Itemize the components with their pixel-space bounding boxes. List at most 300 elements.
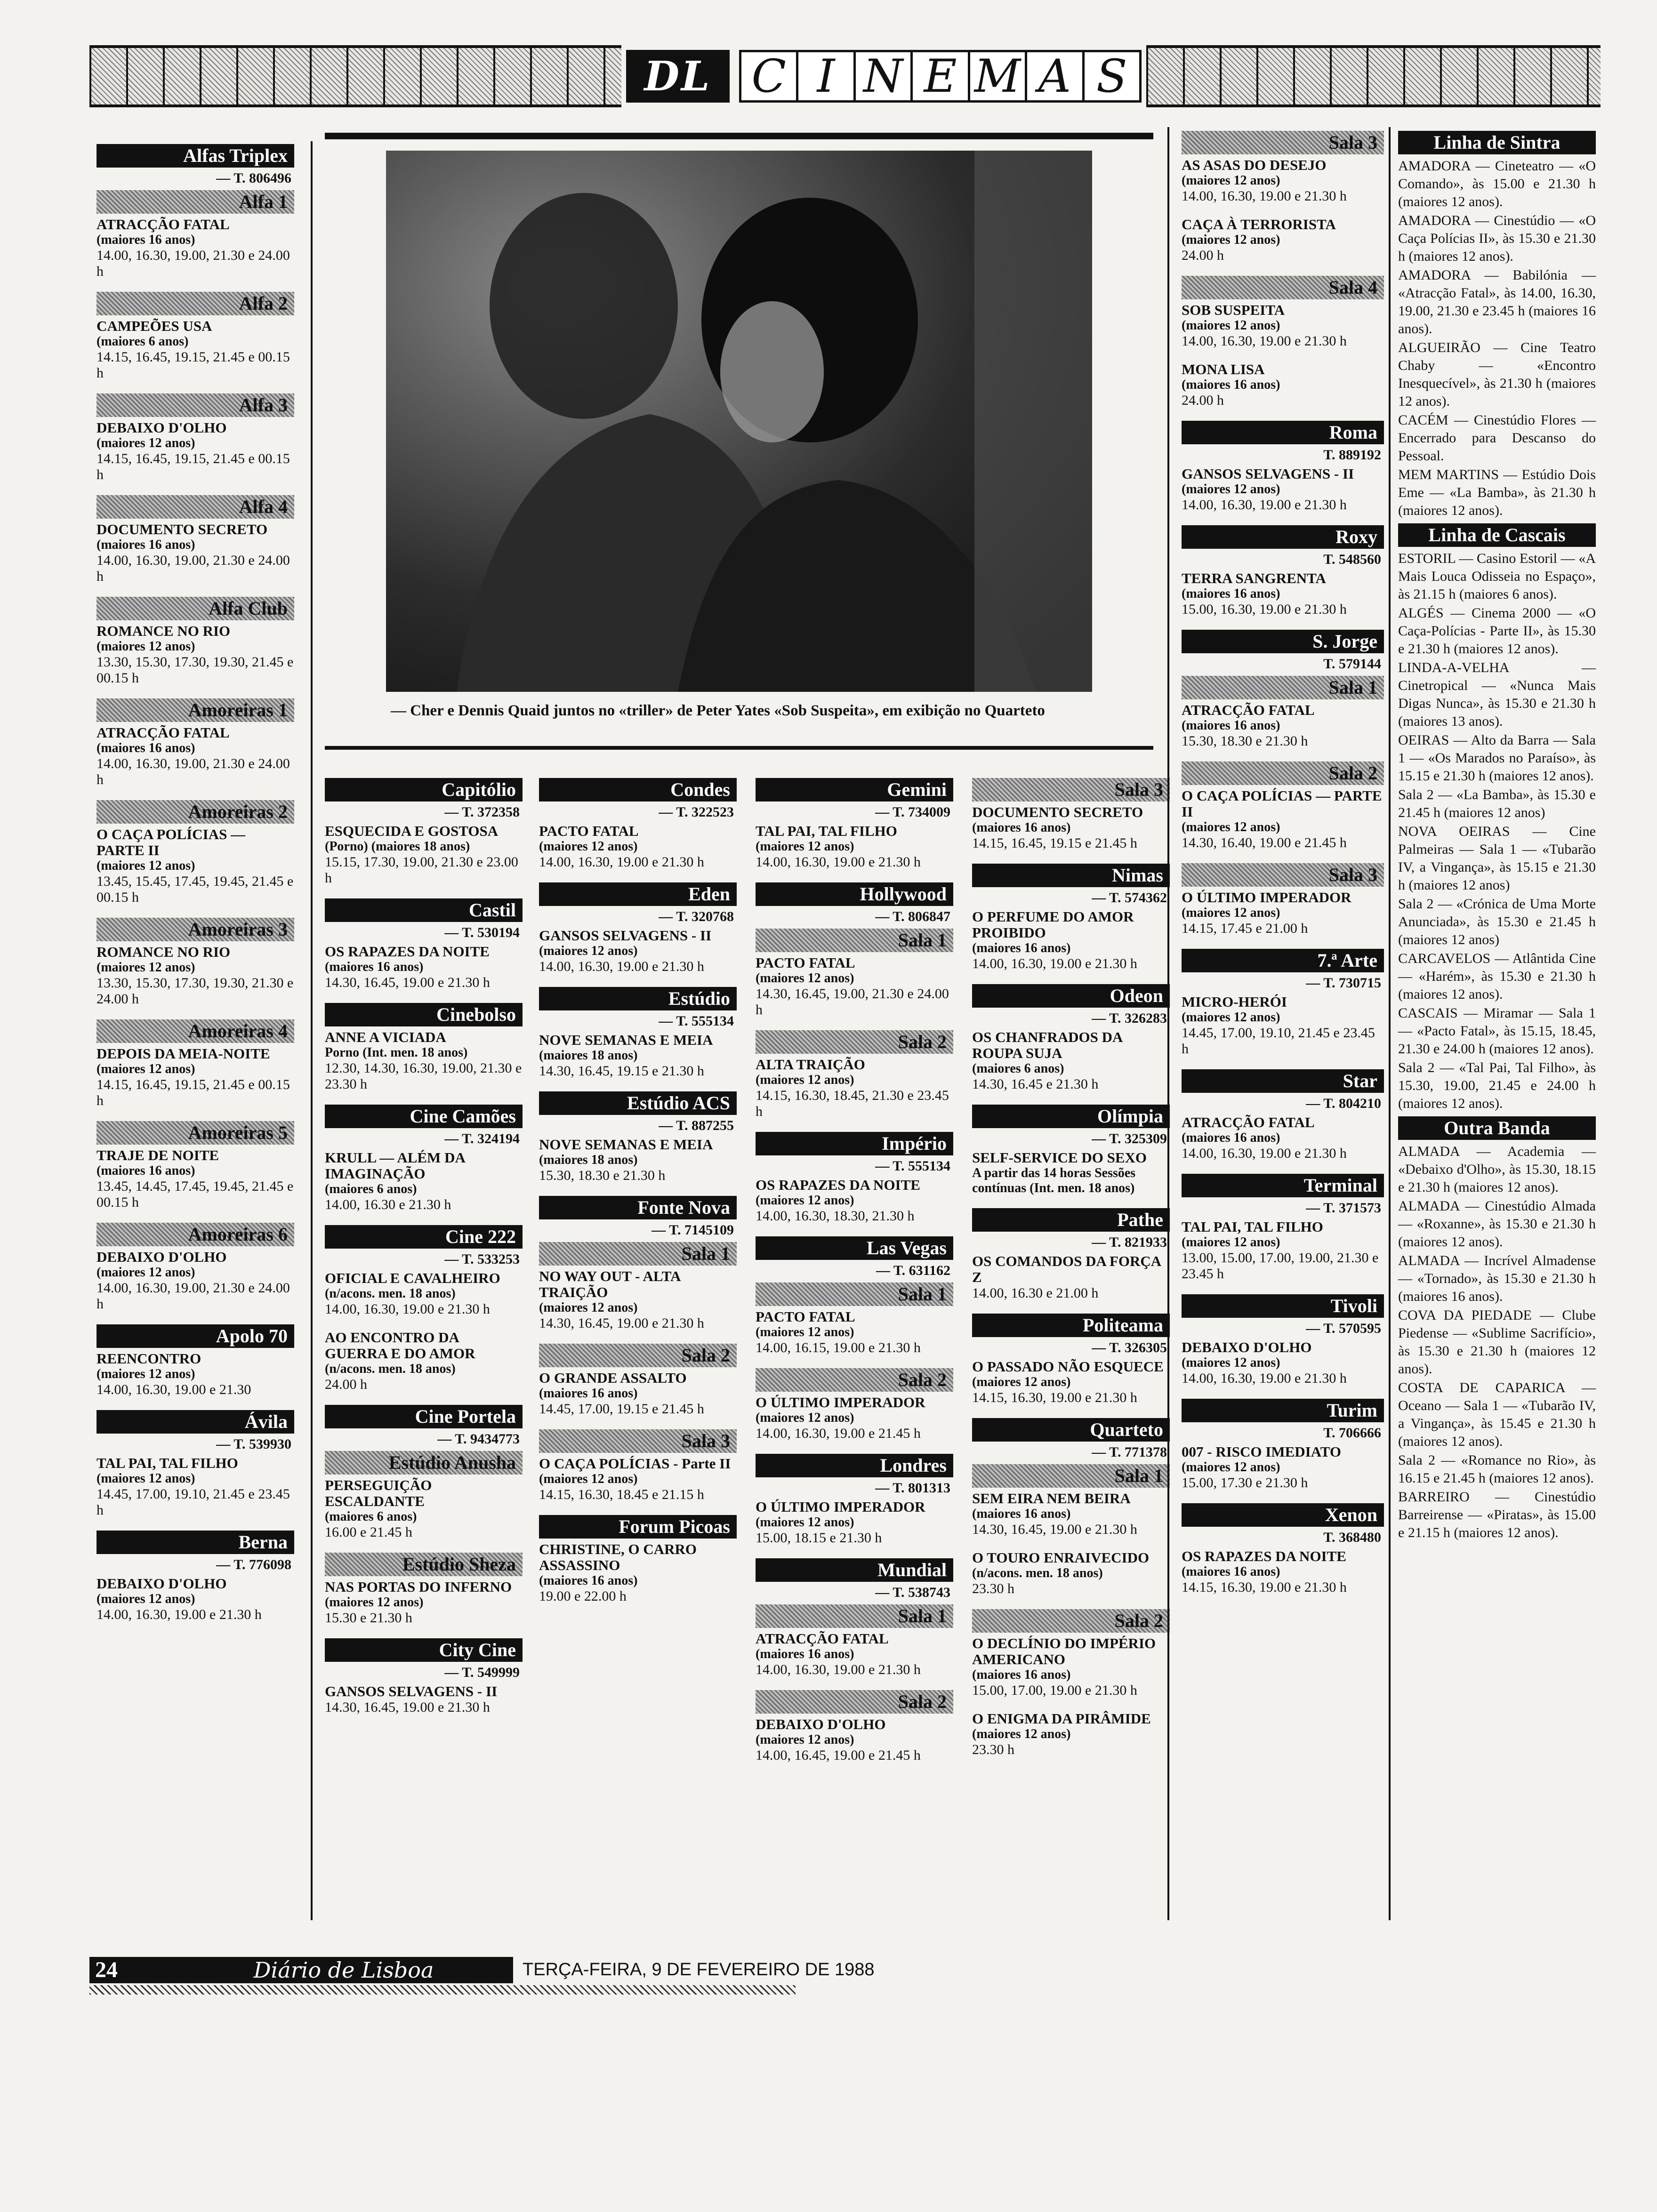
- film-rating: (maiores 12 anos): [97, 1062, 195, 1076]
- film-title: ROMANCE NO RIO: [97, 944, 231, 960]
- film-title: GANSOS SELVAGENS - II: [539, 927, 712, 944]
- regional-listing: CARCAVELOS — Atlântida Cine — «Harém», às 15.30 e 21.30 h (maiores 12 anos).: [1398, 951, 1596, 1002]
- film-rating: (maiores 12 anos): [756, 1411, 854, 1425]
- film-title: O PERFUME DO AMOR PROIBIDO: [972, 908, 1134, 941]
- film-rating: (n/acons. men. 18 anos): [972, 1566, 1103, 1580]
- film-showtimes: 14.00, 16.30, 18.30, 21.30 h: [756, 1208, 915, 1224]
- cinema-header: Alfa 3: [97, 393, 294, 417]
- film-rating: (maiores 16 anos): [1182, 1564, 1280, 1579]
- film-title: SELF-SERVICE DO SEXO: [972, 1149, 1147, 1166]
- film-showtimes: 14.00, 16.30, 19.00 e 21.30 h: [1182, 333, 1347, 349]
- cinema-telephone: — T. 730715: [1306, 975, 1381, 991]
- cinema-header: S. Jorge: [1182, 630, 1384, 653]
- film-showtimes: 14.30, 16.40, 19.00 e 21.45 h: [1182, 835, 1347, 850]
- title-letter: A: [1025, 50, 1084, 103]
- film-showtimes: 14.15, 16.30, 18.45 e 21.15 h: [539, 1487, 704, 1502]
- issue-date: TERÇA-FEIRA, 9 DE FEVEREIRO DE 1988: [523, 1960, 875, 1980]
- cinema-header: Xenon: [1182, 1503, 1384, 1527]
- film-listing: [756, 1499, 953, 1546]
- film-rating: A partir das 14 horas Sessões contínuas (Int. men. 18 anos): [972, 1166, 1136, 1195]
- cinema-header: Capitólio: [325, 778, 523, 801]
- regional-listing: ALMADA — Academia — «Debaixo d'Olho», às 15.30, 18.15 e 21.30 h (maiores 12 anos).: [1398, 1144, 1596, 1195]
- cinema-header: Sala 2: [756, 1368, 953, 1392]
- regional-listing: ALGUEIRÃO — Cine Teatro Chaby — «Encontro Inesquecível», às 21.30 h (maiores 12 anos).: [1398, 340, 1596, 409]
- film-listing: [97, 216, 294, 280]
- film-rating: (maiores 12 anos): [325, 1595, 424, 1610]
- film-showtimes: 14.30, 16.45, 19.00 e 21.30 h: [539, 1315, 704, 1331]
- film-rating: (maiores 12 anos): [756, 839, 854, 854]
- cinema-header: Berna: [97, 1531, 294, 1554]
- film-listing: [97, 1576, 294, 1623]
- cinema-telephone: — T. 320768: [659, 909, 734, 924]
- film-showtimes: 16.00 e 21.45 h: [325, 1524, 412, 1540]
- title-letter: E: [910, 50, 970, 103]
- film-showtimes: 14.15, 16.30, 18.45, 21.30 e 23.45 h: [756, 1088, 949, 1119]
- regional-listing: ALMADA — Cinestúdio Almada — «Roxanne», às 15.30 e 21.30 h (maiores 12 anos).: [1398, 1198, 1596, 1250]
- cinema-telephone: — T. 887255: [659, 1118, 734, 1133]
- cinema-telephone: — T. 734009: [875, 804, 950, 820]
- film-rating: (maiores 16 anos): [1182, 377, 1280, 392]
- caption-rule: [325, 746, 1153, 750]
- cinema-header: Estúdio Anusha: [325, 1451, 523, 1475]
- film-showtimes: 15.00, 18.15 e 21.30 h: [756, 1530, 882, 1546]
- cinema-header: Sala 3: [972, 778, 1170, 801]
- film-showtimes: 14.00, 16.30, 19.00 e 21.30 h: [1182, 188, 1347, 204]
- film-listing: [97, 521, 294, 585]
- film-rating: (maiores 16 anos): [972, 1667, 1071, 1682]
- cinema-telephone: — T. 771378: [1092, 1444, 1167, 1460]
- film-showtimes: 14.00, 16.30, 19.00 e 21.45 h: [756, 1426, 921, 1441]
- cinema-header: Sala 4: [1182, 276, 1384, 299]
- film-listing: [539, 1456, 737, 1503]
- film-listing: [1182, 1339, 1384, 1387]
- cinema-telephone: — T. 7145109: [652, 1222, 734, 1238]
- regional-listing: ALMADA — Incrível Almadense — «Tornado», às 15.30 e 21.30 h (maiores 16 anos).: [1398, 1253, 1596, 1304]
- film-rating: (maiores 12 anos): [97, 1367, 195, 1381]
- film-title: O CAÇA POLÍCIAS — PARTE II: [97, 826, 246, 858]
- film-rating: (maiores 16 anos): [325, 960, 424, 974]
- film-showtimes: 19.00 e 22.00 h: [539, 1588, 627, 1604]
- film-title: DEBAIXO D'OLHO: [756, 1716, 886, 1732]
- film-listing: [1182, 890, 1384, 937]
- column-2: [325, 774, 523, 1728]
- film-showtimes: 14.00, 16.30, 19.00 e 21.30 h: [325, 1301, 490, 1317]
- film-listing: [972, 1491, 1170, 1538]
- film-rating: (maiores 12 anos): [97, 858, 195, 873]
- page-number: 24: [89, 1957, 174, 1983]
- cinema-telephone: — T. 325309: [1092, 1131, 1167, 1146]
- film-showtimes: 14.00, 16.30, 19.00 e 21.30 h: [97, 1607, 262, 1622]
- film-listing: [1182, 788, 1384, 851]
- column-4: [756, 774, 953, 1776]
- film-rating: (maiores 16 anos): [97, 741, 195, 755]
- film-title: TRAJE DE NOITE: [97, 1147, 219, 1163]
- cinema-header: Amoreiras 3: [97, 918, 294, 941]
- cinema-header: Amoreiras 4: [97, 1019, 294, 1043]
- film-listing: [1182, 216, 1384, 264]
- film-showtimes: 14.45, 17.00, 19.15 e 21.45 h: [539, 1401, 704, 1417]
- column-rule: [1389, 127, 1391, 1920]
- film-listing: [539, 1137, 737, 1184]
- cinema-telephone: — T. 371573: [1306, 1200, 1381, 1216]
- cinema-telephone: — T. 538743: [875, 1585, 950, 1600]
- film-title: CAÇA À TERRORISTA: [1182, 216, 1336, 232]
- film-title: ATRACÇÃO FATAL: [756, 1630, 889, 1647]
- film-showtimes: 23.30 h: [972, 1581, 1014, 1596]
- cinema-telephone: — T. 555134: [875, 1158, 950, 1174]
- film-title: CAMPEÕES USA: [97, 318, 212, 334]
- film-rating: (maiores 12 anos): [972, 1375, 1071, 1389]
- film-title: NOVE SEMANAS E MEIA: [539, 1032, 713, 1048]
- region-header-cascais: Linha de Cascais: [1398, 523, 1596, 547]
- film-title: TERRA SANGRENTA: [1182, 570, 1326, 586]
- film-showtimes: 14.15, 16.45, 19.15, 21.45 e 00.15 h: [97, 349, 290, 381]
- film-rating: (maiores 16 anos): [539, 1573, 638, 1588]
- film-rating: (maiores 12 anos): [539, 1472, 638, 1486]
- film-listing: [325, 1029, 523, 1092]
- film-listing: [1182, 1548, 1384, 1595]
- film-listing: [97, 1455, 294, 1518]
- film-rating: (maiores 12 anos): [1182, 482, 1280, 497]
- film-listing: [539, 1268, 737, 1331]
- film-rating: (maiores 18 anos): [539, 1048, 638, 1063]
- cinema-header: Las Vegas: [756, 1236, 953, 1260]
- film-title: GANSOS SELVAGENS - II: [325, 1683, 498, 1699]
- photo-top-rule: [325, 133, 1153, 139]
- cinema-header: Forum Picoas: [539, 1515, 737, 1539]
- photo-caption: — Cher e Dennis Quaid juntos no «triller» de Peter Yates «Sob Suspeita», em exibição no Quarteto: [391, 702, 1045, 719]
- film-showtimes: 14.15, 17.45 e 21.00 h: [1182, 921, 1308, 936]
- film-showtimes: 14.00, 16.15, 19.00 e 21.30 h: [756, 1340, 921, 1355]
- film-rating: (maiores 12 anos): [1182, 1010, 1280, 1025]
- cinema-header: Amoreiras 5: [97, 1121, 294, 1145]
- cinema-header: Sala 2: [756, 1690, 953, 1714]
- cinema-header: Quarteto: [972, 1418, 1170, 1442]
- film-rating: (maiores 12 anos): [97, 1471, 195, 1486]
- film-rating: (maiores 12 anos): [97, 1592, 195, 1606]
- cinema-header: Sala 1: [756, 1282, 953, 1306]
- film-title: DOCUMENTO SECRETO: [972, 804, 1143, 820]
- film-rating: (Porno) (maiores 18 anos): [325, 839, 470, 854]
- film-showtimes: 14.00, 16.30, 19.00 e 21.30 h: [539, 854, 704, 870]
- film-showtimes: 15.15, 17.30, 19.00, 21.30 e 23.00 h: [325, 854, 518, 886]
- film-showtimes: 14.15, 16.30, 19.00 e 21.30 h: [972, 1390, 1137, 1405]
- film-rating: (maiores 12 anos): [1182, 820, 1280, 834]
- cinema-telephone: — T. 806847: [875, 909, 950, 924]
- cinema-header: Império: [756, 1132, 953, 1155]
- cinema-telephone: — T. 631162: [876, 1263, 950, 1278]
- cinema-header: Amoreiras 1: [97, 698, 294, 722]
- film-rating: (maiores 12 anos): [1182, 1355, 1280, 1370]
- film-rating: (maiores 16 anos): [539, 1386, 638, 1401]
- film-title: OS RAPAZES DA NOITE: [1182, 1548, 1346, 1564]
- column-rule: [311, 141, 313, 1920]
- film-listing: [97, 1351, 294, 1398]
- film-listing: [972, 909, 1170, 972]
- film-listing: [1182, 302, 1384, 349]
- cinema-header: Alfa 2: [97, 292, 294, 315]
- film-rating: (maiores 16 anos): [972, 820, 1071, 835]
- film-listing: [539, 928, 737, 975]
- cinema-telephone: — T. 549999: [444, 1665, 520, 1680]
- film-rating: (maiores 12 anos): [1182, 1460, 1280, 1475]
- film-title: PACTO FATAL: [756, 954, 855, 971]
- cinema-header: Mundial: [756, 1558, 953, 1582]
- film-title: PACTO FATAL: [539, 823, 639, 839]
- film-title: ALTA TRAIÇÃO: [756, 1056, 865, 1073]
- regional-listing: MEM MARTINS — Estúdio Dois Eme — «La Bamba», às 21.30 h (maiores 12 anos).: [1398, 467, 1596, 518]
- regional-listing: COSTA DE CAPARICA — Oceano — Sala 1 — «Tubarão IV, a Vingança», às 15.45 e 21.30 h (maiores 12 anos).: [1398, 1380, 1596, 1449]
- film-listing: [539, 1541, 737, 1604]
- title-letter: S: [1082, 50, 1142, 103]
- film-rating: (maiores 16 anos): [756, 1647, 854, 1661]
- film-listing: [972, 1635, 1170, 1699]
- film-rating: (maiores 12 anos): [1182, 1235, 1280, 1250]
- film-showtimes: 14.45, 17.00, 19.10, 21.45 e 23.45 h: [1182, 1025, 1375, 1057]
- film-rating: (maiores 12 anos): [97, 960, 195, 975]
- cinema-header: Politeama: [972, 1314, 1170, 1337]
- film-showtimes: 24.00 h: [1182, 393, 1224, 408]
- film-showtimes: 15.00, 17.00, 19.00 e 21.30 h: [972, 1683, 1137, 1698]
- film-rating: (maiores 12 anos): [756, 1732, 854, 1747]
- cinema-header: Sala 2: [539, 1344, 737, 1367]
- film-listing: [325, 823, 523, 886]
- film-listing: [756, 1395, 953, 1442]
- film-showtimes: 14.00, 16.30, 19.00 e 21.30 h: [756, 854, 921, 870]
- cinema-header: Amoreiras 2: [97, 800, 294, 824]
- cinema-header: Castil: [325, 898, 523, 922]
- film-listing: [325, 1579, 523, 1626]
- cascais-list: [1398, 550, 1596, 1113]
- masthead: [89, 45, 1601, 107]
- film-showtimes: 14.00, 16.30, 19.00, 21.30 e 24.00 h: [97, 1280, 290, 1312]
- film-title: O ENIGMA DA PIRÂMIDE: [972, 1710, 1151, 1727]
- film-listing: [325, 944, 523, 991]
- film-showtimes: 14.00, 16.30, 19.00, 21.30 e 24.00 h: [97, 553, 290, 584]
- cinema-header: Odeon: [972, 984, 1170, 1008]
- film-showtimes: 14.30, 16.45, 19.00 e 21.30 h: [325, 1699, 490, 1715]
- film-showtimes: 14.30, 16.45, 19.00, 21.30 e 24.00 h: [756, 986, 949, 1018]
- photo-silhouettes: [386, 151, 1092, 692]
- film-listing: [972, 1253, 1170, 1301]
- film-title: DEPOIS DA MEIA-NOITE: [97, 1045, 270, 1062]
- film-title: TAL PAI, TAL FILHO: [756, 823, 897, 839]
- page-footer: [89, 1953, 1455, 1987]
- film-rating: (maiores 12 anos): [1182, 232, 1280, 247]
- film-rating: (maiores 12 anos): [539, 839, 638, 854]
- cinema-header: Apolo 70: [97, 1324, 294, 1348]
- film-rating: (maiores 16 anos): [97, 232, 195, 247]
- film-title: ATRACÇÃO FATAL: [97, 216, 230, 232]
- cinema-header: Estúdio: [539, 987, 737, 1010]
- film-listing: [1182, 157, 1384, 204]
- film-rating: (maiores 12 anos): [97, 1265, 195, 1280]
- film-listing: [1182, 361, 1384, 409]
- film-listing: [325, 1270, 523, 1317]
- film-rating: (n/acons. men. 18 anos): [325, 1286, 456, 1301]
- cinema-telephone: — T. 570595: [1306, 1321, 1381, 1336]
- regional-listing: ESTORIL — Casino Estoril — «A Mais Louca Odisseia no Espaço», às 21.15 h (maiores 6 anos).: [1398, 551, 1596, 602]
- film-showtimes: 13.00, 15.00, 17.00, 19.00, 21.30 e 23.45 h: [1182, 1250, 1379, 1282]
- film-rating: (maiores 12 anos): [539, 944, 638, 958]
- regional-listing: LINDA-A-VELHA — Cinetropical — «Nunca Mais Digas Nunca», às 15.30 e 21.30 h (maiores 13 anos).: [1398, 660, 1596, 729]
- film-title: O TOURO ENRAIVECIDO: [972, 1549, 1150, 1566]
- film-title: OFICIAL E CAVALHEIRO: [325, 1270, 500, 1286]
- cinema-header: Gemini: [756, 778, 953, 801]
- film-showtimes: 14.00, 16.30, 19.00 e 21.30: [97, 1382, 251, 1397]
- film-listing: [325, 1683, 523, 1715]
- film-title: AS ASAS DO DESEJO: [1182, 157, 1327, 173]
- cinema-header: Londres: [756, 1454, 953, 1477]
- film-listing: [539, 1370, 737, 1417]
- film-showtimes: 15.30 e 21.30 h: [325, 1610, 412, 1626]
- film-listing: [325, 1330, 523, 1393]
- film-showtimes: 14.00, 16.45, 19.00 e 21.45 h: [756, 1747, 921, 1763]
- film-title: OS RAPAZES DA NOITE: [325, 943, 490, 960]
- cinema-header: Olímpia: [972, 1105, 1170, 1128]
- film-showtimes: 14.15, 16.45, 19.15 e 21.45 h: [972, 835, 1137, 851]
- film-listing: [97, 826, 294, 906]
- film-title: NAS PORTAS DO INFERNO: [325, 1579, 512, 1595]
- cinema-header: Terminal: [1182, 1174, 1384, 1197]
- cinema-telephone: — T. 324194: [444, 1131, 520, 1146]
- region-header-sintra: Linha de Sintra: [1398, 131, 1596, 154]
- cinema-telephone: — T. 322523: [659, 804, 734, 820]
- film-listing: [97, 944, 294, 1007]
- film-title: 007 - RISCO IMEDIATO: [1182, 1443, 1342, 1460]
- film-showtimes: 15.30, 18.30 e 21.30 h: [539, 1168, 666, 1183]
- cinema-telephone: T. 548560: [1323, 552, 1381, 567]
- column-5: [972, 774, 1170, 1770]
- film-listing: [756, 1631, 953, 1678]
- cinema-header: Sala 1: [756, 1604, 953, 1628]
- cinema-header: 7.ª Arte: [1182, 949, 1384, 972]
- column-1: [97, 140, 294, 1635]
- cinema-header: City Cine: [325, 1638, 523, 1662]
- film-still-photo: [386, 151, 1092, 692]
- film-showtimes: 14.15, 16.30, 19.00 e 21.30 h: [1182, 1579, 1347, 1595]
- regional-listing: COVA DA PIEDADE — Clube Piedense — «Sublime Sacrifício», às 15.30 e 21.30 h (maiores 12 anos).: [1398, 1307, 1596, 1377]
- film-listing: [756, 1177, 953, 1224]
- regional-listing: ALGÉS — Cinema 2000 — «O Caça-Polícias - Parte II», às 15.30 e 21.30 h (maiores 12 anos).: [1398, 605, 1596, 657]
- film-showtimes: 23.30 h: [972, 1742, 1014, 1757]
- film-showtimes: 14.30, 16.45, 19.00 e 21.30 h: [972, 1522, 1137, 1537]
- cinema-telephone: — T. 801313: [875, 1480, 950, 1496]
- film-listing: [1182, 1114, 1384, 1162]
- film-showtimes: 15.00, 16.30, 19.00 e 21.30 h: [1182, 601, 1347, 617]
- film-listing: [756, 1057, 953, 1120]
- film-showtimes: 14.15, 16.45, 19.15, 21.45 e 00.15 h: [97, 451, 290, 482]
- film-rating: (maiores 6 anos): [972, 1061, 1064, 1076]
- film-showtimes: 14.00, 16.30, 19.00 e 21.30 h: [1182, 1370, 1347, 1386]
- film-title: DEBAIXO D'OLHO: [97, 1249, 227, 1265]
- cinema-telephone: — T. 776098: [216, 1557, 291, 1572]
- film-rating: (maiores 12 anos): [756, 971, 854, 986]
- film-title: NOVE SEMANAS E MEIA: [539, 1136, 713, 1153]
- region-header-outra-banda: Outra Banda: [1398, 1116, 1596, 1140]
- newspaper-name: Diário de Lisboa: [174, 1957, 513, 1983]
- film-showtimes: 13.45, 15.45, 17.45, 19.45, 21.45 e 00.15 h: [97, 874, 294, 905]
- film-rating: (maiores 16 anos): [97, 537, 195, 552]
- film-showtimes: 14.00, 16.30 e 21.00 h: [972, 1285, 1099, 1301]
- film-listing: [1182, 1219, 1384, 1282]
- cinema-telephone: — T. 574362: [1092, 890, 1167, 906]
- film-rating: (maiores 12 anos): [756, 1073, 854, 1087]
- film-rating: Porno (Int. men. 18 anos): [325, 1045, 468, 1060]
- film-title: ESQUECIDA E GOSTOSA: [325, 823, 499, 839]
- cinema-telephone: — T. 539930: [216, 1436, 291, 1452]
- cinema-header: Alfas Triplex: [97, 144, 294, 168]
- regional-listing: NOVA OEIRAS — Cine Palmeiras — Sala 1 — «Tubarão IV, a Vingança», às 15.15 e 21.30 h (maiores 12 anos): [1398, 824, 1596, 893]
- film-showtimes: 15.30, 18.30 e 21.30 h: [1182, 733, 1308, 749]
- film-listing: [1182, 702, 1384, 749]
- film-title: MONA LISA: [1182, 361, 1265, 377]
- film-title: O GRANDE ASSALTO: [539, 1370, 687, 1386]
- film-showtimes: 14.30, 16.45, 19.15 e 21.30 h: [539, 1063, 704, 1079]
- cinema-telephone: T. 368480: [1323, 1530, 1381, 1545]
- film-title: OS COMANDOS DA FORÇA Z: [972, 1253, 1161, 1285]
- film-title: ATRACÇÃO FATAL: [97, 724, 230, 741]
- film-title: O CAÇA POLÍCIAS — PARTE II: [1182, 787, 1382, 820]
- section-title-cinemas: [739, 50, 1139, 103]
- film-rating: (maiores 12 anos): [539, 1300, 638, 1315]
- film-title: O ÚLTIMO IMPERADOR: [756, 1499, 925, 1515]
- film-rating: (maiores 6 anos): [97, 334, 189, 349]
- sintra-list: [1398, 157, 1596, 520]
- film-rating: (maiores 12 anos): [756, 1193, 854, 1208]
- film-showtimes: 13.45, 14.45, 17.45, 19.45, 21.45 e 00.15 h: [97, 1178, 294, 1210]
- film-rating: (maiores 12 anos): [972, 1727, 1071, 1741]
- film-showtimes: 14.30, 16.45, 19.00 e 21.30 h: [325, 975, 490, 990]
- cinema-header: Alfa Club: [97, 597, 294, 620]
- cinema-telephone: — T. 9434773: [437, 1431, 520, 1447]
- title-letter: M: [968, 50, 1027, 103]
- film-showtimes: 14.00, 16.30, 19.00, 21.30 e 24.00 h: [97, 756, 290, 787]
- film-rating: (maiores 12 anos): [756, 1515, 854, 1530]
- cinema-header: Amoreiras 6: [97, 1223, 294, 1246]
- cinema-header: Estúdio Sheza: [325, 1553, 523, 1576]
- cinema-telephone: T. 579144: [1323, 656, 1381, 672]
- cinema-header: Tivoli: [1182, 1294, 1384, 1318]
- regional-listing: Sala 2 — «Tal Pai, Tal Filho», às 15.30, 19.00, 21.45 e 24.00 h (maiores 12 anos).: [1398, 1060, 1596, 1111]
- film-showtimes: 14.00, 16.30, 19.00, 21.30 e 24.00 h: [97, 248, 290, 279]
- film-showtimes: 14.15, 16.45, 19.15, 21.45 e 00.15 h: [97, 1077, 290, 1108]
- film-title: NO WAY OUT - ALTA TRAIÇÃO: [539, 1268, 680, 1300]
- film-listing: [972, 1150, 1170, 1196]
- film-listing: [1182, 1444, 1384, 1491]
- film-showtimes: 14.00, 16.30, 19.00 e 21.30 h: [1182, 1146, 1347, 1161]
- film-showtimes: 15.00, 17.30 e 21.30 h: [1182, 1475, 1308, 1491]
- film-title: OS RAPAZES DA NOITE: [756, 1177, 920, 1193]
- film-rating: (maiores 18 anos): [539, 1153, 638, 1167]
- film-showtimes: 24.00 h: [325, 1377, 367, 1392]
- film-title: AO ENCONTRO DA GUERRA E DO AMOR: [325, 1329, 475, 1362]
- cinema-header: Estúdio ACS: [539, 1091, 737, 1115]
- regional-listing: AMADORA — Cinestúdio — «O Caça Polícias II», às 15.30 e 21.30 h (maiores 12 anos).: [1398, 213, 1596, 264]
- cinema-header: Sala 1: [539, 1242, 737, 1266]
- film-showtimes: 12.30, 14.30, 16.30, 19.00, 21.30 e 23.30 h: [325, 1060, 522, 1092]
- film-rating: (maiores 6 anos): [325, 1182, 417, 1196]
- film-title: ANNE A VICIADA: [325, 1029, 446, 1045]
- cinema-telephone: — T. 326283: [1092, 1010, 1167, 1026]
- cinema-header: Sala 2: [756, 1030, 953, 1054]
- cinema-telephone: — T. 372358: [444, 804, 520, 820]
- film-listing: [97, 1046, 294, 1109]
- film-title: MICRO-HERÓI: [1182, 994, 1287, 1010]
- title-letter: N: [853, 50, 913, 103]
- film-listing: [325, 1477, 523, 1540]
- film-title: DEBAIXO D'OLHO: [97, 1575, 227, 1592]
